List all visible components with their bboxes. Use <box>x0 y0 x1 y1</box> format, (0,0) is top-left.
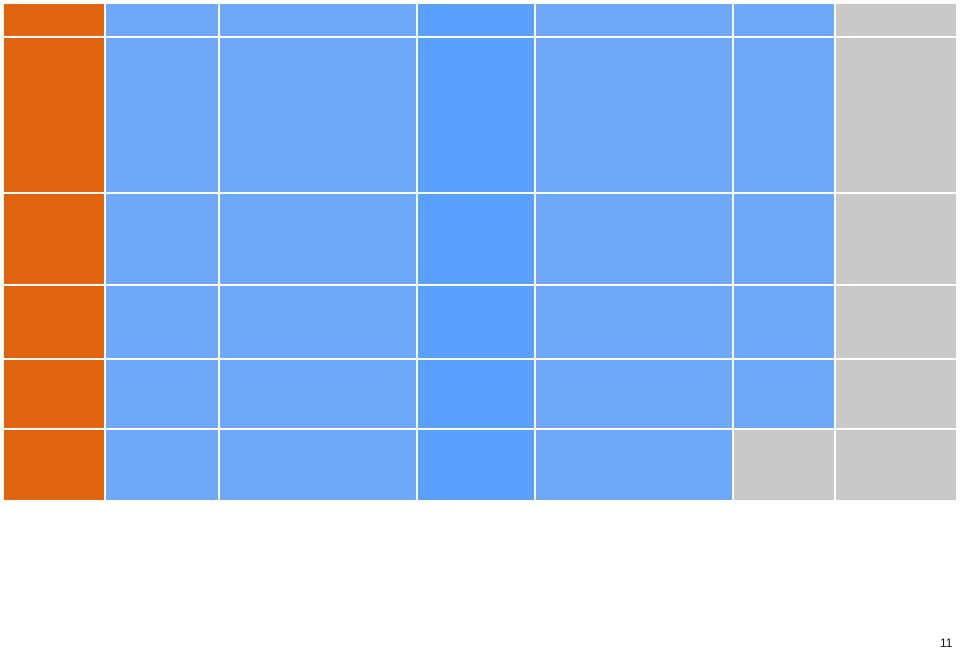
table-cell <box>4 194 104 284</box>
table-cell <box>536 360 732 428</box>
table-cell <box>734 4 834 36</box>
table-cell <box>836 38 956 192</box>
table-cell <box>4 38 104 192</box>
table-cell <box>106 194 218 284</box>
table-cell <box>836 360 956 428</box>
table-cell <box>536 286 732 358</box>
table-cell <box>106 430 218 500</box>
table-cell <box>106 4 218 36</box>
table-cell <box>4 4 104 36</box>
table-cell <box>734 286 834 358</box>
table-cell <box>536 4 732 36</box>
table-cell <box>220 430 416 500</box>
table-cell <box>106 286 218 358</box>
table-cell <box>4 286 104 358</box>
table-cell <box>4 360 104 428</box>
table-cell <box>220 194 416 284</box>
table-cell <box>418 360 534 428</box>
table-cell <box>4 430 104 500</box>
table-cell <box>734 430 834 500</box>
table-cell <box>734 360 834 428</box>
table-cell <box>536 430 732 500</box>
page-number: 11 <box>940 636 953 650</box>
table-cell <box>418 38 534 192</box>
table-cell <box>418 194 534 284</box>
table-cell <box>220 286 416 358</box>
table-cell <box>836 286 956 358</box>
table-cell <box>106 38 218 192</box>
table-cell <box>734 194 834 284</box>
table-cell <box>418 430 534 500</box>
table-cell <box>734 38 834 192</box>
table-cell <box>836 4 956 36</box>
table-cell <box>220 4 416 36</box>
table-cell <box>536 194 732 284</box>
table-cell <box>836 194 956 284</box>
table-cell <box>418 286 534 358</box>
table-cell <box>418 4 534 36</box>
table-cell <box>220 38 416 192</box>
table-cell <box>536 38 732 192</box>
table-cell <box>220 360 416 428</box>
table-cell <box>836 430 956 500</box>
table-cell <box>106 360 218 428</box>
